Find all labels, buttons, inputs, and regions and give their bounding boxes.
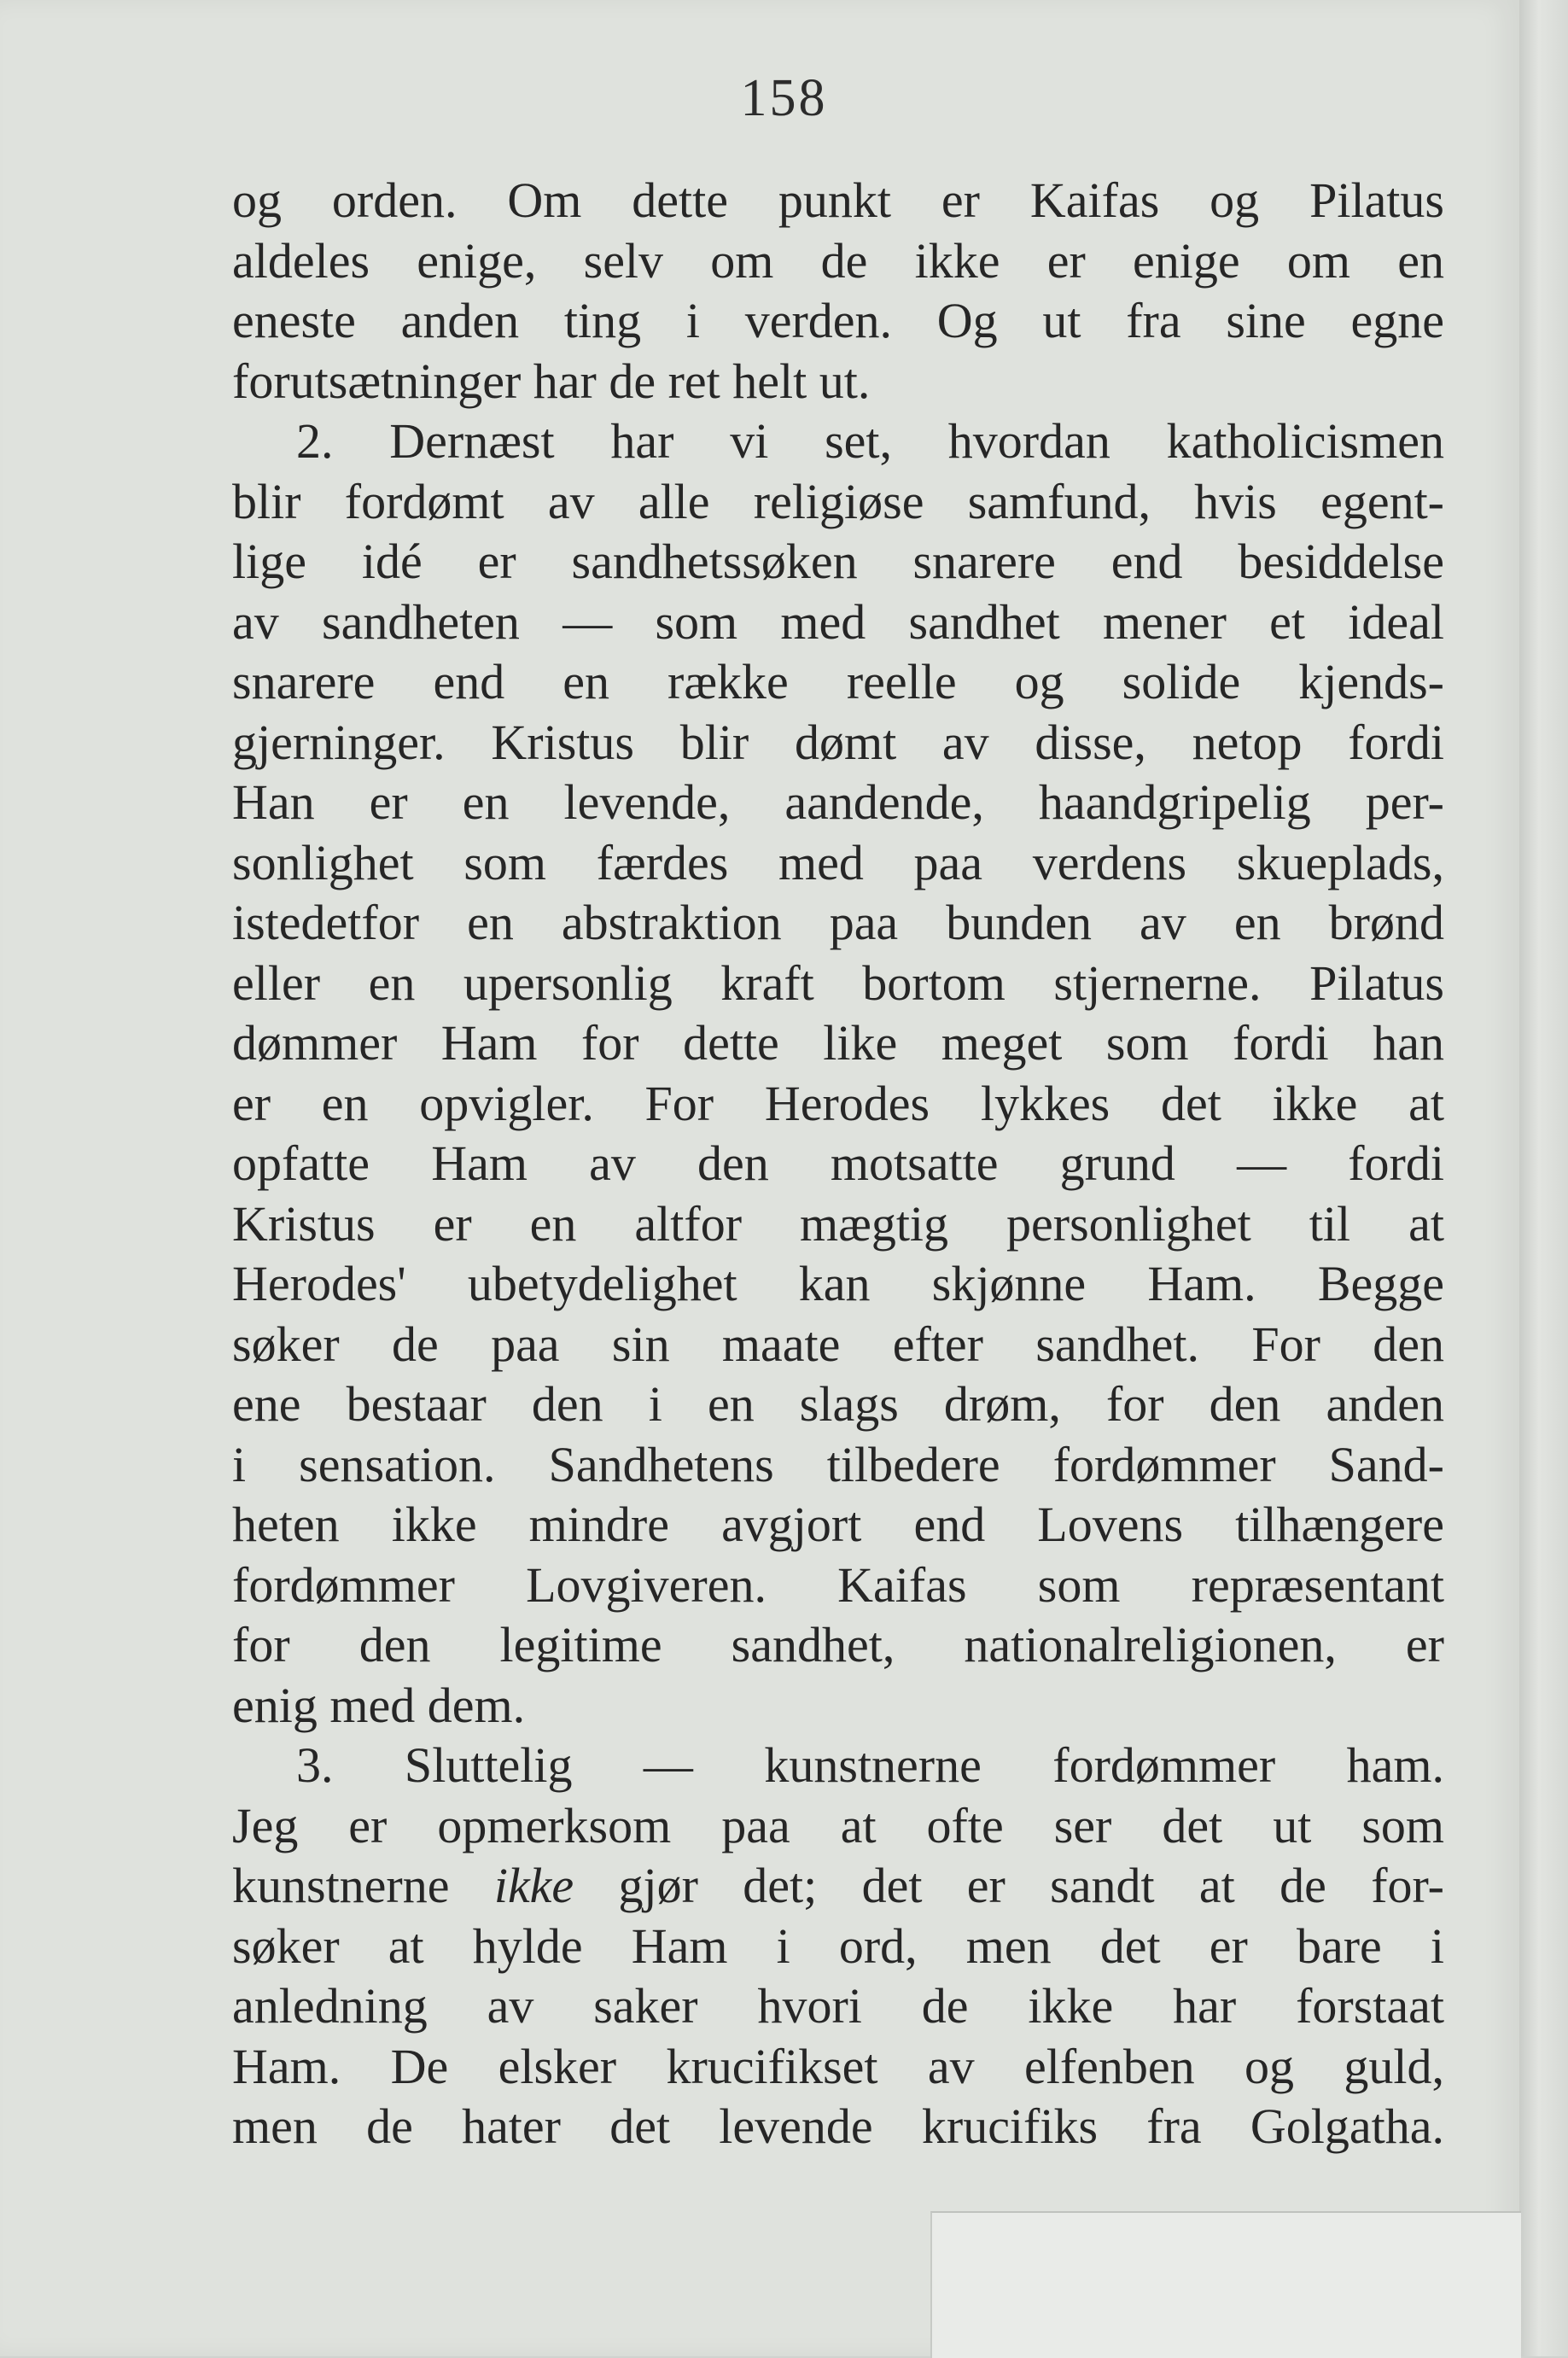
text-line: søker at hylde Ham i ord, men det er bare i — [232, 1917, 1444, 1974]
text-line: gjerninger. Kristus blir dømt av disse, netop fordi — [232, 714, 1444, 770]
text-line: for den legitime sandhet, nationalreligionen, er — [232, 1617, 1444, 1672]
text-line: Jeg er opmerksom paa at ofte ser det ut som — [232, 1797, 1444, 1853]
text-line: Han er en levende, aandende, haandgripelig per- — [232, 774, 1444, 830]
text-line: er en opvigler. For Herodes lykkes det ikke at — [232, 1075, 1444, 1131]
text-line: fordømmer Lovgiveren. Kaifas som repræsentant — [232, 1556, 1444, 1613]
text-line: heten ikke mindre avgjort end Lovens tilhængere — [232, 1497, 1444, 1552]
text-line: istedetfor en abstraktion paa bunden av en brønd — [232, 895, 1444, 950]
page-corner-tab — [930, 2211, 1521, 2358]
text-line: opfatte Ham av den motsatte grund — fordi — [232, 1135, 1444, 1191]
text-line: søker de paa sin maate efter sandhet. For den — [232, 1316, 1444, 1372]
text-line: og orden. Om dette punkt er Kaifas og Pilatus — [232, 172, 1444, 228]
page-number: 158 — [740, 69, 828, 127]
body-text — [232, 171, 1444, 2157]
text-line-with-emphasis — [232, 1856, 1444, 1917]
text-line: men de hater det levende krucifiks fra Golgatha. — [232, 2098, 1444, 2154]
text-line: aldeles enige, selv om de ikke er enige om en — [232, 232, 1444, 289]
text-line: enig med dem. — [232, 1677, 526, 1733]
text-line: eller en upersonlig kraft bortom stjernerne. Pilatus — [232, 954, 1444, 1011]
text-line: lige idé er sandhetssøken snarere end besiddelse — [232, 534, 1444, 589]
text-line: forutsætninger har de ret helt ut. — [232, 353, 871, 409]
text-line: ene bestaar den i en slags drøm, for den anden — [232, 1376, 1444, 1432]
text-line: blir fordømt av alle religiøse samfund, hvis egent- — [232, 473, 1444, 529]
text-line: Kristus er en altfor mægtig personlighet til at — [232, 1195, 1444, 1252]
text-line: i sensation. Sandhetens tilbedere fordømmer Sand- — [232, 1436, 1444, 1492]
text-line: av sandheten — som med sandhet mener et ideal — [232, 593, 1444, 650]
text-line: eneste anden ting i verden. Og ut fra sine egne — [232, 293, 1444, 348]
page-edge — [1519, 0, 1568, 2356]
text-segment: kunstnerne — [232, 1858, 494, 1913]
text-line: Herodes' ubetydelighet kan skjønne Ham. Begge — [232, 1256, 1444, 1311]
text-line: 2. Dernæst har vi set, hvordan katholicismen — [296, 413, 1444, 469]
text-segment: gjør det; det er sandt at de for- — [574, 1858, 1444, 1913]
text-line: Ham. De elsker krucifikset av elfenben og guld, — [232, 2038, 1444, 2094]
text-line: anledning av saker hvori de ikke har forstaat — [232, 1978, 1444, 2034]
text-line: dømmer Ham for dette like meget som fordi han — [232, 1015, 1444, 1071]
text-line: snarere end en række reelle og solide kjends- — [232, 654, 1444, 709]
emphasized-word: ikke — [493, 1858, 574, 1913]
text-line: 3. Sluttelig — kunstnerne fordømmer ham. — [296, 1737, 1444, 1793]
text-line: sonlighet som færdes med paa verdens skueplads, — [232, 834, 1444, 890]
